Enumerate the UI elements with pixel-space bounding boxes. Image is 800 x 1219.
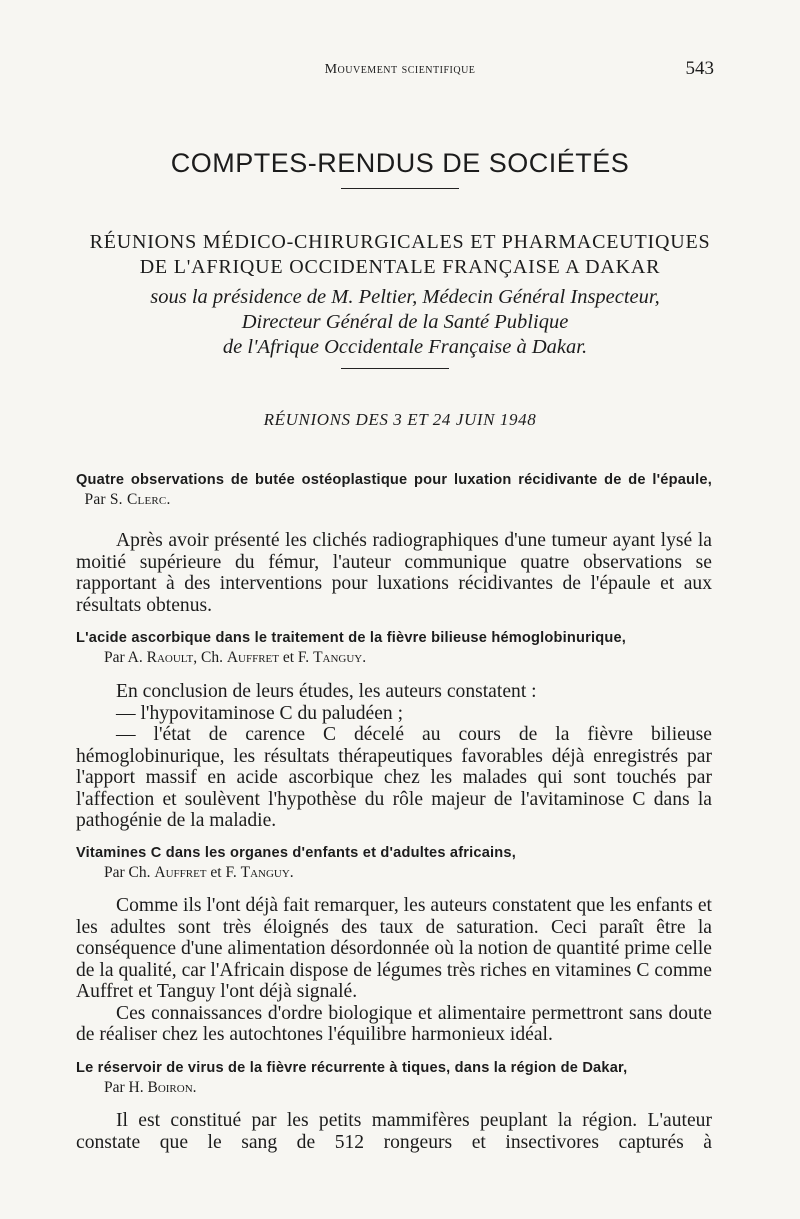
article-2-byline-mid-2: et F. (282, 649, 310, 666)
presidency-line-3: de l'Afrique Occidentale Française à Dakar. (222, 336, 588, 358)
article-3-author-2: Tanguy. (240, 864, 294, 881)
article-1-heading (76, 470, 712, 510)
article-3-author-1: Auffret (154, 864, 207, 881)
article-1-paragraph: Après avoir présenté les clichés radiographiques d'une tumeur ayant lysé la moitié supérieure du fémur, l'auteur communique quatre observations se rapportant à des interventions pour luxations récidivantes de l'épaule et aux résultats obtenus. (76, 530, 712, 616)
page-number: 543 (685, 58, 714, 79)
article-2-byline-mid: Ch. (200, 649, 223, 666)
section-title: COMPTES-RENDUS DE SOCIÉTÉS (170, 148, 630, 178)
article-4-byline (76, 1078, 712, 1098)
article-2-paragraph-3: — l'état de carence C décelé au cours de la fièvre bilieuse hémoglobinurique, les résultats thérapeutiques favorables déjà enregistrés par l'apport massif en acide ascorbique chez les malades qui sont touchés par l'affection et soulèvent l'hypothèse du rôle majeur de l'avitaminose C dans la pathogénie de la maladie. (76, 724, 712, 831)
presidency-statement (60, 285, 750, 360)
article-4-body (76, 1110, 712, 1153)
article-3-byline-mid: et F. (210, 864, 237, 881)
article-3-byline (76, 863, 712, 883)
organization-line-1: RÉUNIONS MÉDICO-CHIRURGICALES ET PHARMACEUTIQUES (89, 231, 711, 253)
article-2-paragraph-1: En conclusion de leurs études, les auteurs constatent : (116, 681, 537, 702)
title-rule (341, 188, 459, 189)
article-3 (76, 843, 712, 1046)
meeting-date: RÉUNIONS DES 3 ET 24 JUIN 1948 (263, 410, 537, 429)
article-4-author: Boiron. (147, 1079, 197, 1096)
article-2-title: L'acide ascorbique dans le traitement de la fièvre bilieuse hémoglobinurique, (76, 630, 627, 646)
article-2-author-1: Raoult, (146, 649, 198, 666)
article-2 (76, 628, 712, 832)
article-4-title: Le réservoir de virus de la fièvre récurrente à tiques, dans la région de Dakar, (76, 1060, 628, 1076)
article-3-paragraph-1: Comme ils l'ont déjà fait remarquer, les auteurs constatent que les enfants et les adultes sont très éloignés des taux de saturation. Ceci paraît être la conséquence d'une alimentation désordonnée où la notion de quantité prime celle de la qualité, car l'Africain dispose de légumes très riches en vitamines C comme Auffret et Tanguy l'ont déjà signalé. (76, 895, 712, 1002)
article-1-title: Quatre observations de butée ostéoplastique pour luxation récidivante de de l'épaule, (76, 472, 712, 488)
article-2-author-2: Auffret (226, 649, 279, 666)
separator-rule (341, 368, 449, 369)
article-1-author: Clerc. (127, 491, 171, 508)
article-2-body (76, 681, 712, 832)
article-2-paragraph-2: — l'hypovitaminose C du paludéen ; (116, 702, 404, 724)
article-2-author-3: Tanguy. (313, 649, 367, 666)
article-2-byline-prefix: Par A. (104, 649, 143, 666)
running-head: Mouvement scientifique (324, 62, 476, 77)
article-3-byline-prefix: Par Ch. (104, 864, 151, 881)
article-2-byline (76, 648, 712, 668)
article-3-body (76, 895, 712, 1046)
article-1 (76, 470, 712, 616)
article-1-byline-prefix: Par S. (84, 491, 123, 508)
organization-title (60, 230, 740, 280)
article-3-paragraph-2: Ces connaissances d'ordre biologique et alimentaire permettront sans doute de réaliser chez les autochtones l'équilibre harmonieux idéal. (76, 1002, 712, 1045)
presidency-line-2: Directeur Général de la Santé Publique (241, 311, 569, 333)
article-1-body (76, 530, 712, 616)
article-4-byline-prefix: Par H. (104, 1079, 144, 1096)
article-3-title: Vitamines C dans les organes d'enfants et d'adultes africains, (76, 845, 516, 861)
article-4 (76, 1058, 712, 1153)
presidency-line-1: sous la présidence de M. Peltier, Médecin Général Inspecteur, (150, 286, 660, 308)
organization-line-2: DE L'AFRIQUE OCCIDENTALE FRANÇAISE A DAKAR (139, 256, 661, 278)
article-4-paragraph-1: Il est constitué par les petits mammifères peuplant la région. L'auteur constate que le sang de 512 rongeurs et insectivores capturés à (76, 1110, 712, 1153)
